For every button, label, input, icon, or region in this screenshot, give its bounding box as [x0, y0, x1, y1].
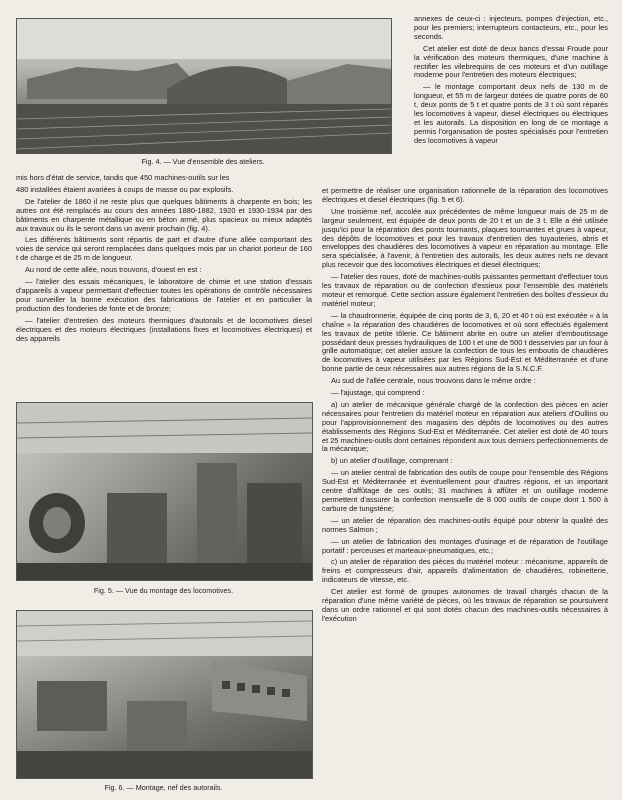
paragraph: — l'atelier d'entretien des moteurs thermiques d'autorails et de locomotives diesel électriques et des moteurs électriques (installations fixes et locomotives électriques) et des appareils — [16, 315, 312, 343]
paragraph: Au sud de l'allée centrale, nous trouvons dans le même ordre : — [331, 376, 536, 386]
figure-4-caption: Fig. 4. — Vue d'ensemble des ateliers. — [141, 157, 265, 166]
figure-6-photo — [16, 610, 313, 779]
paragraph: et permettre de réaliser une organisation rationnelle de la réparation des locomotives électriques et diesel électriques (fig. 5 et 6). — [322, 186, 608, 204]
paragraph: — un atelier central de fabrication des outils de coupe pour l'ensemble des Régions Sud-Est et Méditerranée et éventuellement pour d'autres régions, et un important centre d'affûtage de ces outils; 31 machines à affûter et un outillage moderne permettent d'assurer la confection mensuelle de 8 000 outils de coupe dont 1 500 à carbure de tungstène; — [322, 468, 608, 513]
figure-6-image — [17, 611, 312, 778]
paragraph: Cet atelier est doté de deux bancs d'essai Froude pour la vérification des moteurs thermiques, d'une machine à rectifier les vilebrequins de ces moteurs et d'un outillage moderne pour l'entretien des moteurs électriques; — [414, 43, 608, 80]
paragraph: — l'atelier des essais mécaniques, le laboratoire de chimie et une station d'essais d'appareils à vapeur permettant d'effectuer toutes les opérations de contrôle nécessaires pour surveiller la bonne exécution des fabrications de l'atelier et en particulier la production des fonderies de fonte et de bronze; — [16, 277, 312, 313]
paragraph: mis hors d'état de service, tandis que 450 machines-outils sur les — [16, 173, 230, 182]
paragraph: — l'ajustage, qui comprend : — [331, 388, 425, 398]
paragraph: c) un atelier de réparation des pièces du matériel moteur : mécanisme, appareils de freins et compresseurs d'air, appareils d'alimentation de chaudières, robinetterie, indicateurs de vitesse, etc. — [322, 557, 608, 585]
paragraph: b) un atelier d'outillage, comprenant : — [331, 456, 453, 466]
figure-6-caption: Fig. 6. — Montage, nef des autorails. — [104, 783, 223, 792]
paragraph: annexes de ceux-ci : injecteurs, pompes d'injection, etc., pour les premiers; interrupteurs contacteurs, etc., pour les seconds. — [414, 14, 608, 41]
paragraph: Au nord de cette allée, nous trouvons, d'ouest en est : — [25, 265, 202, 275]
paragraph: Les différents bâtiments sont répartis de part et d'autre d'une allée comportant des voies de service qui seront remplacées dans quelques mois par un chariot porteur de 160 t de charge et de 25 m de longueur. — [16, 235, 312, 263]
paragraph: — un atelier de fabrication des montages d'usinage et de réparation de l'outillage portatif : perceuses et marteaux-pneumatiques, etc.; — [322, 536, 608, 555]
paragraph: Cet atelier est formé de groupes autonomes de travail chargés chacun de la réparation d'une même variété de pièces, où les travaux de réparation se poursuivent dans un ordre rationnel et qui sont dotés chacun des machines-outils nécessaires à l'exécution — [322, 587, 608, 623]
paragraph: — l'atelier des roues, doté de machines-outils puissantes permettant d'effectuer tous les travaux de réparation ou de confection d'essieux pour l'ensemble des matériels moteur et remorqué. Cette section assure également l'entretien des boîtes d'essieux du matériel moteur; — [322, 272, 608, 308]
paragraph: — un atelier de réparation des machines-outils équipé pour obtenir la qualité des normes Salmon ; — [322, 515, 608, 534]
paragraph: 480 installées étaient avariées à coups de masse ou par explosifs. — [16, 184, 234, 194]
figure-5-caption: Fig. 5. — Vue du montage des locomotives. — [93, 586, 234, 595]
right-column-top-text — [414, 15, 608, 149]
figure-5-image — [17, 403, 312, 580]
paragraph: De l'atelier de 1860 il ne reste plus que quelques bâtiments à charpente en bois; les autres ont été remplacés au cours des années 1880-1882, 1920 et 1930-1934 par des bâtiments en charpente métallique ou en béton armé, plus spacieux ou mieux adaptés aux travaux ou ils le seront dans un avenir prochain (fig. 4). — [16, 196, 312, 233]
left-column-text — [16, 173, 312, 346]
figure-5-photo — [16, 402, 313, 581]
paragraph: — le montage comportant deux nefs de 130 m de longueur, et 55 m de largeur dotées de quatre ponts de 60 t, deux ponts de 5 t et quatre ponts de 3 t où sont réparés les locomotives à vapeur, diesel électriques ou électriques et les autorails. La disposition en long de ce montage a permis l'organisation de postes spécialisés pour l'entretien des locomotives à vapeur — [414, 82, 608, 145]
paragraph: Une troisième nef, accolée aux précédentes de même longueur mais de 25 m de largeur seulement, est équipée de deux ponts de 20 t et un de 3 t. Elle a été utilisée jusqu'ici pour la réparation des ponts tournants, plaques tournantes et grues à vapeur, des dépôts de locomotives et pour les travaux d'entretien des tuyauteries, abris et enveloppes des chaudières des locomotives à vapeur en réparation au montage. Elle sera spécialisée, à l'avenir, à l'entretien des autorails, les deux autres nefs ne devant plus recevoir que des locomotives électriques et diesel électriques; — [322, 206, 608, 270]
paragraph: — la chaudronnerie, équipée de cinq ponts de 3, 6, 20 et 40 t où est exécutée « à la chaîne » la réparation des chaudières de locomotives et où sont effectués également les travaux de petite tôlerie. Ce bâtiment abrite en outre un atelier d'emboutissage possédant deux presses hydrauliques de 100 t et une de 500 t desservies par un four à grille automatique; cet atelier assure la confection de tous les emboutis de chaudières de locomotives à vapeur utilisées par les Régions Sud-Est et Méditerranée et d'une bonne partie de ceux nécessaires aux autres régions de la S.N.C.F. — [322, 310, 608, 374]
figure-4-photo — [16, 18, 392, 154]
right-column-text — [322, 186, 608, 627]
figure-4-image — [17, 19, 391, 153]
paragraph: a) un atelier de mécanique générale chargé de la confection des pièces en acier nécessaires pour l'entretien du matériel moteur en réparation aux ateliers d'Oullins ou pour l'approvisionnement des magasins des dépôts de locomotives ou des autres établissements des Régions Sud-Est et Méditerranée. Cet atelier est doté de 40 tours et 25 machines-outils dont certaines répondent aux tous derniers perfectionnements de la mécanique; — [322, 399, 608, 454]
